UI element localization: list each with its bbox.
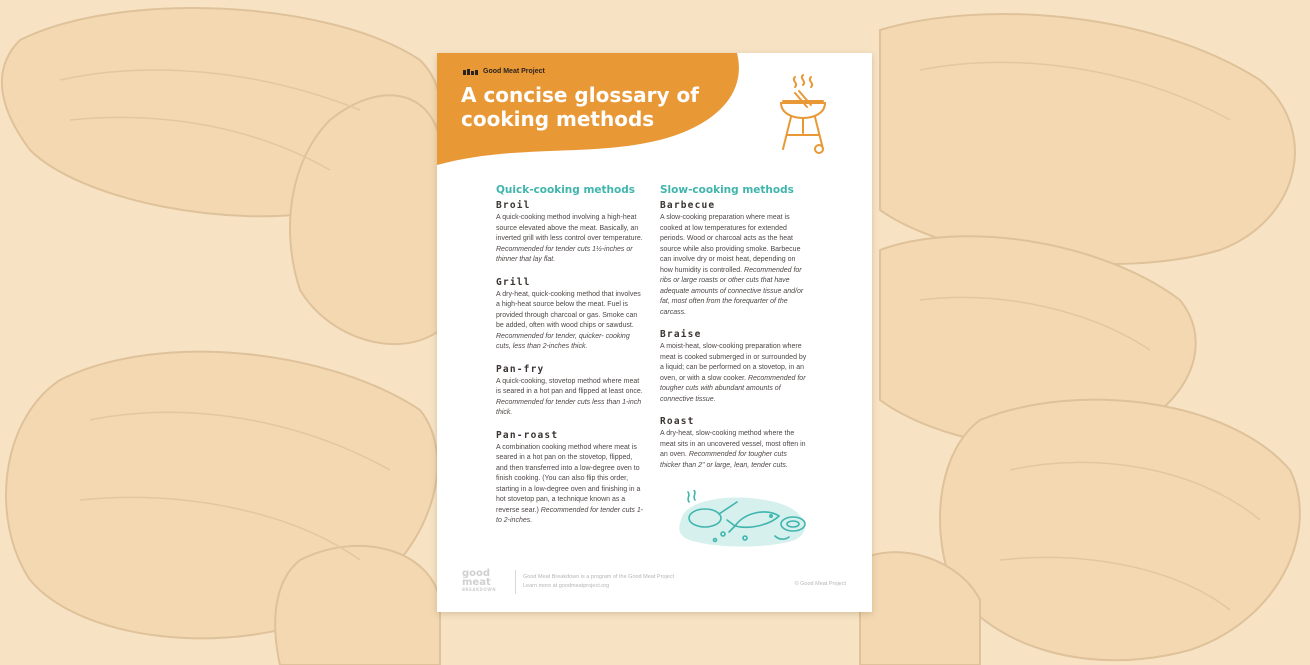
glossary-entry-braise bbox=[660, 329, 808, 405]
quick-cooking-heading: Quick-cooking methods bbox=[496, 184, 635, 196]
glossary-entry-pan-roast bbox=[496, 430, 644, 527]
definition-pan-roast: A combination cooking method where meat is seared in a hot pan on the stovetop, flipped, and then transferred into a low-degree oven to finish cooking. (You can also flip this order, starting in a low-degree oven and finishing in a hot stovetop pan, a technique known as a reverse sear.) Recommended for tender cuts 1- to 2-inches. bbox=[496, 443, 644, 524]
footer-logo bbox=[462, 569, 506, 593]
term-barbecue: Barbecue bbox=[660, 200, 716, 211]
footer-copyright: © Good Meat Project bbox=[794, 581, 846, 587]
brand-name: Good Meat Project bbox=[483, 68, 545, 75]
glossary-entry-grill bbox=[496, 277, 644, 353]
page-title: A concise glossary of cooking methods bbox=[461, 83, 699, 131]
definition-barbecue: A slow-cooking preparation where meat is cooked at low temperatures for extended periods. Wood or charcoal acts as the heat source while also providing smoke. Barbecue can involve dry or moist heat, depending on how humidity is controlled. Recommended for ribs or large roasts or other cuts that have adequate amounts of connective tissue and/or fat, most often from the forequarter of the carcass. bbox=[660, 214, 804, 316]
pan-fish-illustration-icon bbox=[675, 490, 815, 548]
glossary-entry-roast bbox=[660, 416, 808, 471]
definition-braise: A moist-heat, slow-cooking preparation where meat is cooked submerged in or surrounded by a liquid; can be performed on a stovetop, in an oven, or with a slow cooker. Recommended for tougher cuts with abundant amounts of connective tissue. bbox=[660, 343, 807, 403]
term-pan-roast: Pan-roast bbox=[496, 429, 559, 441]
glossary-entry-broil bbox=[496, 200, 644, 266]
quick-cooking-column bbox=[496, 184, 644, 538]
glossary-sheet bbox=[437, 53, 872, 612]
definition-broil: A quick-cooking method involving a high-heat source elevated above the meat. Basically, an inverted grill with less control over temperature. Recommended for tender cuts 1½-inches or thinner that lay flat. bbox=[496, 214, 643, 263]
term-broil: Broil bbox=[496, 200, 531, 211]
footer bbox=[437, 565, 872, 605]
glossary-entry-pan-fry bbox=[496, 364, 644, 419]
term-pan-fry: Pan-fry bbox=[496, 363, 545, 375]
footer-logo-main: good meat bbox=[462, 568, 491, 588]
footer-text bbox=[523, 573, 674, 591]
footer-divider bbox=[515, 570, 516, 594]
slow-cooking-heading: Slow-cooking methods bbox=[660, 184, 794, 196]
term-braise: Braise bbox=[660, 329, 702, 340]
definition-grill: A dry-heat, quick-cooking method that involves a high-heat source below the meat. Fuel is provided through charcoal or gas. Smoke can be added, often with wood chips or sawdust. Recommended for tender, quicker- cooking cuts, less than 2-inches thick. bbox=[496, 290, 641, 350]
grill-icon bbox=[773, 73, 833, 158]
footer-logo-sub: BREAKDOWN bbox=[462, 587, 497, 592]
term-roast: Roast bbox=[660, 416, 695, 427]
glossary-entry-barbecue bbox=[660, 200, 808, 318]
footer-line-2[interactable]: Learn more at goodmeatproject.org bbox=[523, 583, 610, 589]
definition-pan-fry: A quick-cooking, stovetop method where meat is seared in a hot pan and flipped at least once. Recommended for tender cuts less than 1-inch thick. bbox=[496, 377, 643, 416]
good-meat-logo-icon bbox=[463, 69, 479, 75]
term-grill: Grill bbox=[496, 276, 531, 288]
footer-line-1: Good Meat Breakdown is a program of the Good Meat Project bbox=[523, 574, 675, 580]
definition-roast: A dry-heat, slow-cooking method where the meat sits in an uncovered vessel, most often in an oven. Recommended for tougher cuts thicker than 2" or large, lean, tender cuts. bbox=[660, 430, 806, 469]
slow-cooking-column bbox=[660, 184, 808, 482]
brand bbox=[463, 68, 545, 75]
